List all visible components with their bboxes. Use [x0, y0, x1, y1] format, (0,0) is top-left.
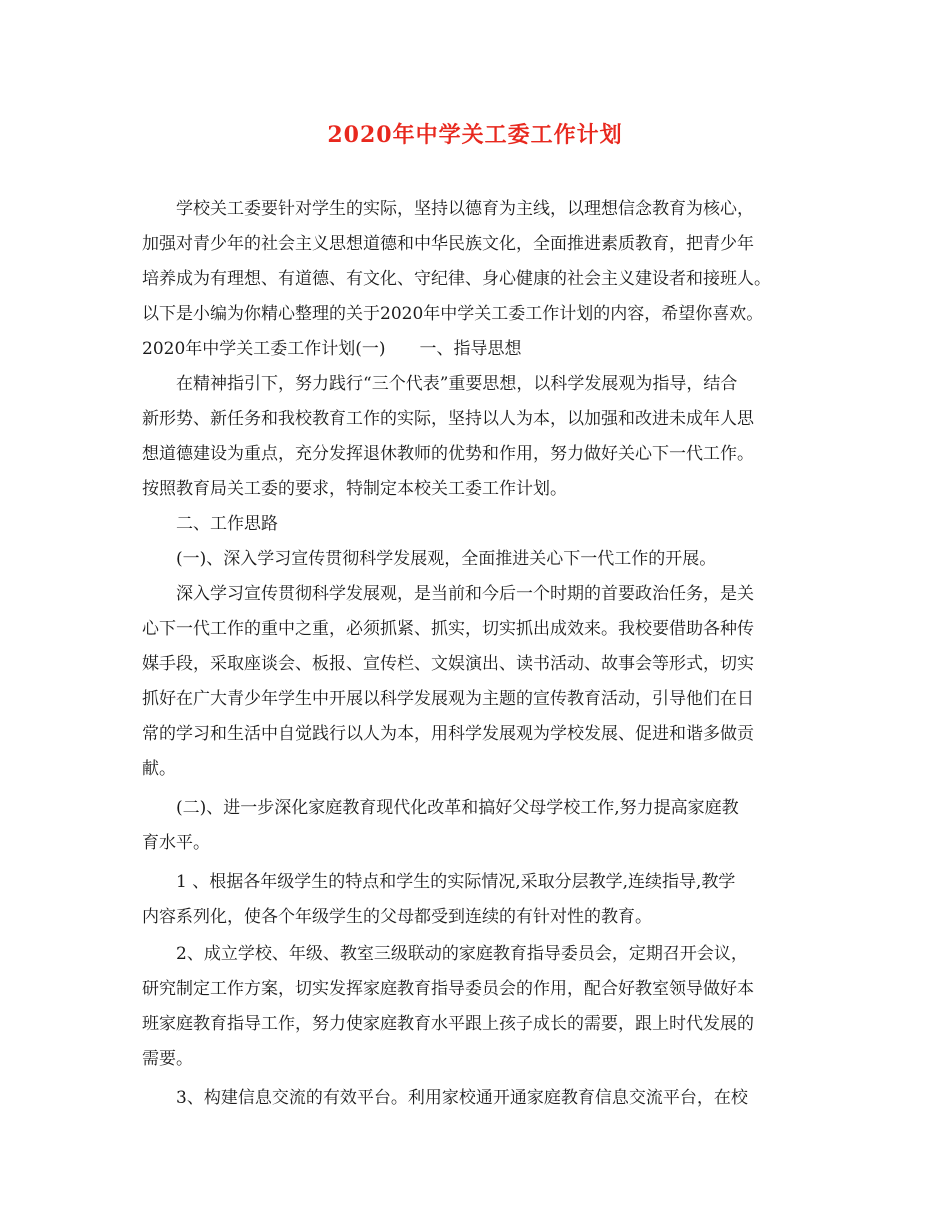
- section-heading: 二、工作思路: [176, 514, 278, 534]
- paragraph-line: 学校关工委要针对学生的实际，坚持以德育为主线，以理想信念教育为核心，: [176, 199, 754, 219]
- paragraph-line: 以下是小编为你精心整理的关于2020年中学关工委工作计划的内容，希望你喜欢。: [142, 304, 764, 324]
- paragraph-line: 培养成为有理想、有道德、有文化、守纪律、身心健康的社会主义建设者和接班人。: [142, 269, 771, 289]
- paragraph-line: 研究制定工作方案，切实发挥家庭教育指导委员会的作用，配合好教室领导做好本: [142, 979, 754, 999]
- paragraph-line: 3、构建信息交流的有效平台。利用家校通开通家庭教育信息交流平台，在校: [176, 1088, 748, 1108]
- paragraph-line: 内容系列化，使各个年级学生的父母都受到连续的有针对性的教育。: [142, 907, 652, 927]
- paragraph-line: 班家庭教育指导工作，努力使家庭教育水平跟上孩子成长的需要，跟上时代发展的: [142, 1014, 754, 1034]
- paragraph-line: 2、成立学校、年级、教室三级联动的家庭教育指导委员会，定期召开会议，: [176, 944, 748, 964]
- paragraph-line: 按照教育局关工委的要求，特制定本校关工委工作计划。: [142, 479, 567, 499]
- paragraph-line: 深入学习宣传贯彻科学发展观，是当前和今后一个时期的首要政治任务，是关: [176, 584, 754, 604]
- paragraph-line: 献。: [142, 759, 176, 779]
- paragraph-line: 常的学习和生活中自觉践行以人为本，用科学发展观为学校发展、促进和谐多做贡: [142, 724, 754, 744]
- paragraph-line: 想道德建设为重点，充分发挥退休教师的优势和作用，努力做好关心下一代工作。: [142, 444, 754, 464]
- paragraph-line: 2020年中学关工委工作计划(一) 一、指导思想: [142, 339, 522, 359]
- document-title: 2020年中学关工委工作计划: [327, 122, 623, 148]
- subsection-heading: (一)、深入学习宣传贯彻科学发展观，全面推进关心下一代工作的开展。: [176, 549, 717, 569]
- document-body: [142, 192, 814, 1116]
- paragraph-line: 心下一代工作的重中之重，必须抓紧、抓实，切实抓出成效来。我校要借助各种传: [142, 619, 754, 639]
- paragraph-line: 抓好在广大青少年学生中开展以科学发展观为主题的宣传教育活动，引导他们在日: [142, 689, 754, 709]
- paragraph-line: 在精神指引下，努力践行“三个代表”重要思想，以科学发展观为指导，结合: [176, 374, 738, 394]
- paragraph-line: 1 、根据各年级学生的特点和学生的实际情况,采取分层教学,连续指导,教学: [176, 872, 736, 892]
- paragraph-line: 需要。: [142, 1049, 193, 1069]
- paragraph-line: 加强对青少年的社会主义思想道德和中华民族文化，全面推进素质教育，把青少年: [142, 234, 754, 254]
- paragraph-line: 媒手段，采取座谈会、板报、宣传栏、文娱演出、读书活动、故事会等形式，切实: [142, 654, 754, 674]
- subsection-heading: (二)、进一步深化家庭教育现代化改革和搞好父母学校工作,努力提高家庭教: [176, 798, 739, 818]
- paragraph-line: 育水平。: [142, 833, 210, 853]
- paragraph-line: 新形势、新任务和我校教育工作的实际，坚持以人为本，以加强和改进未成年人思: [142, 409, 754, 429]
